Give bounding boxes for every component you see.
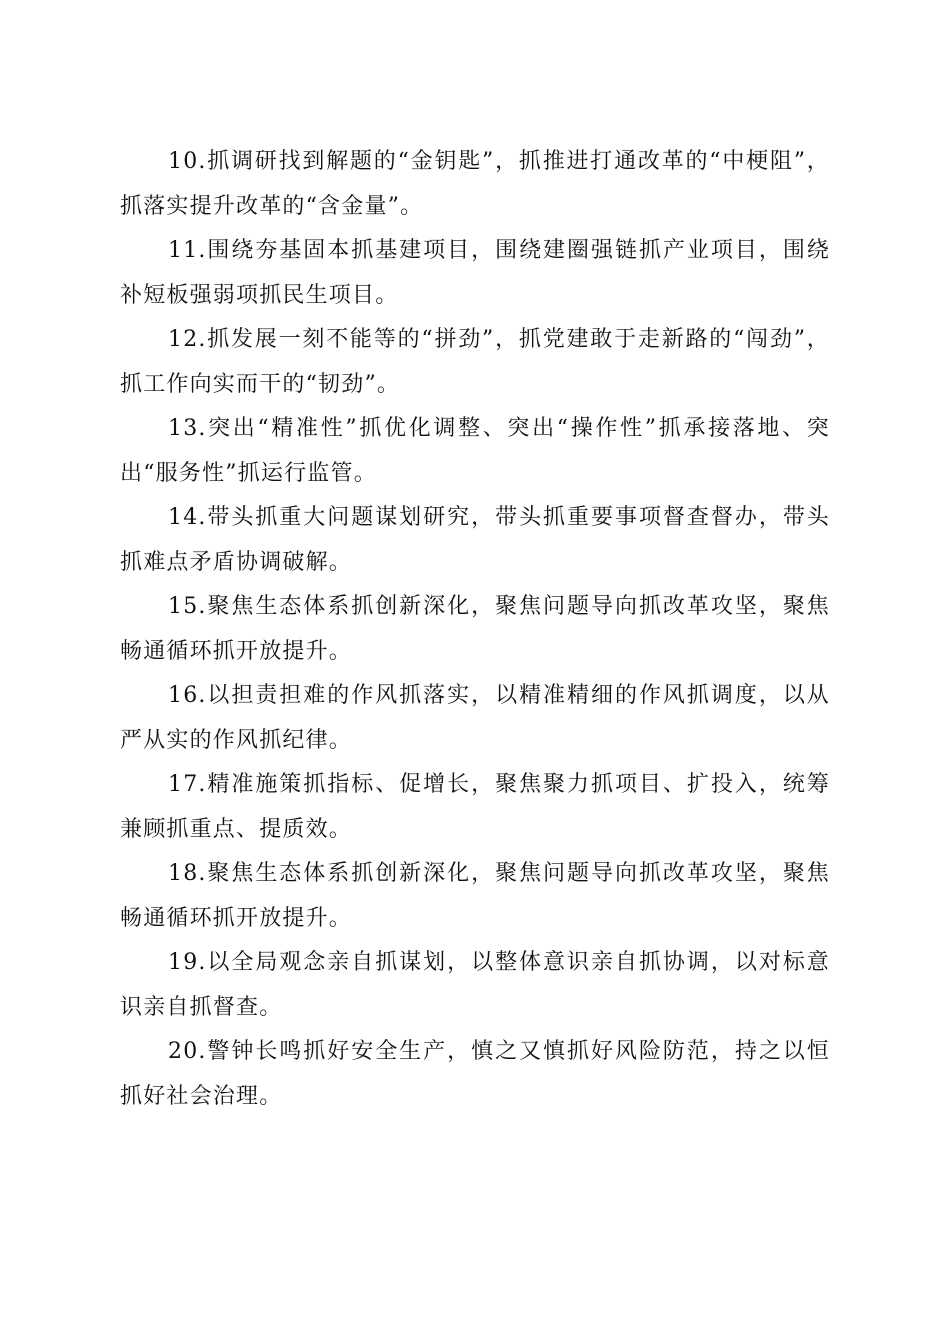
paragraph-14: 14.带头抓重大问题谋划研究，带头抓重要事项督查督办，带头抓难点矛盾协调破解。 xyxy=(120,505,830,575)
paragraph-12: 12.抓发展一刻不能等的“拼劲”，抓党建敢于走新路的“闯劲”，抓工作向实而干的“韧劲”。 xyxy=(120,327,830,397)
paragraph-11: 11.围绕夯基固本抓基建项目，围绕建圈强链抓产业项目，围绕补短板强弱项抓民生项目。 xyxy=(120,238,830,308)
paragraph-10: 10.抓调研找到解题的“金钥匙”，抓推进打通改革的“中梗阻”，抓落实提升改革的“含金量”。 xyxy=(120,149,830,219)
paragraph-20: 20.警钟长鸣抓好安全生产，慎之又慎抓好风险防范，持之以恒抓好社会治理。 xyxy=(120,1039,830,1109)
paragraph-17: 17.精准施策抓指标、促增长，聚焦聚力抓项目、扩投入，统筹兼顾抓重点、提质效。 xyxy=(120,772,830,842)
paragraph-19: 19.以全局观念亲自抓谋划，以整体意识亲自抓协调，以对标意识亲自抓督查。 xyxy=(120,950,830,1020)
paragraph-18: 18.聚焦生态体系抓创新深化，聚焦问题导向抓改革攻坚，聚焦畅通循环抓开放提升。 xyxy=(120,861,830,931)
paragraph-13: 13.突出“精准性”抓优化调整、突出“操作性”抓承接落地、突出“服务性”抓运行监管。 xyxy=(120,416,830,486)
paragraph-15: 15.聚焦生态体系抓创新深化，聚焦问题导向抓改革攻坚，聚焦畅通循环抓开放提升。 xyxy=(120,594,830,664)
paragraph-16: 16.以担责担难的作风抓落实，以精准精细的作风抓调度，以从严从实的作风抓纪律。 xyxy=(120,683,830,753)
document-body xyxy=(120,140,830,1119)
